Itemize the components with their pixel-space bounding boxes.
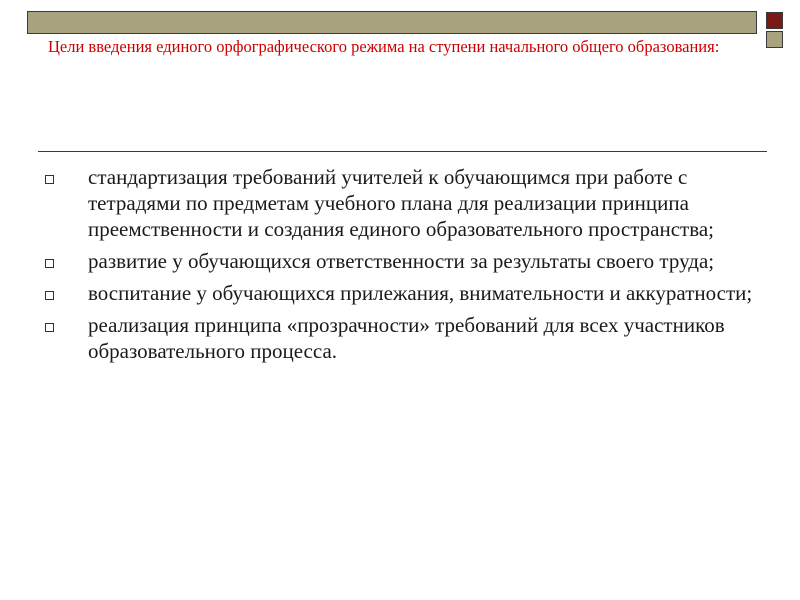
bullet-item <box>40 248 760 274</box>
header-decor-bar <box>27 11 757 34</box>
square-bullet-icon <box>45 175 54 184</box>
bullet-item <box>40 280 760 306</box>
square-bullet-icon <box>45 323 54 332</box>
square-bullet-icon <box>45 259 54 268</box>
bullet-item <box>40 164 760 242</box>
corner-square-light <box>766 31 783 48</box>
bullet-text: стандартизация требований учителей к обучающимся при работе с тетрадями по предметам учебного плана для реализации принципа преемственности и создания единого образовательного пространства; <box>88 165 715 241</box>
bullet-list <box>40 164 760 370</box>
square-bullet-icon <box>45 291 54 300</box>
bullet-text: развитие у обучающихся ответственности за результаты своего труда; <box>88 249 715 273</box>
bullet-item <box>40 312 760 364</box>
bullet-text: реализация принципа «прозрачности» требований для всех участников образовательного процесса. <box>88 313 725 363</box>
corner-square-dark <box>766 12 783 29</box>
bullet-text: воспитание у обучающихся прилежания, внимательности и аккуратности; <box>88 281 753 305</box>
slide-title: Цели введения единого орфографического режима на ступени начального общего образования: <box>48 37 720 56</box>
title-divider <box>38 151 767 152</box>
